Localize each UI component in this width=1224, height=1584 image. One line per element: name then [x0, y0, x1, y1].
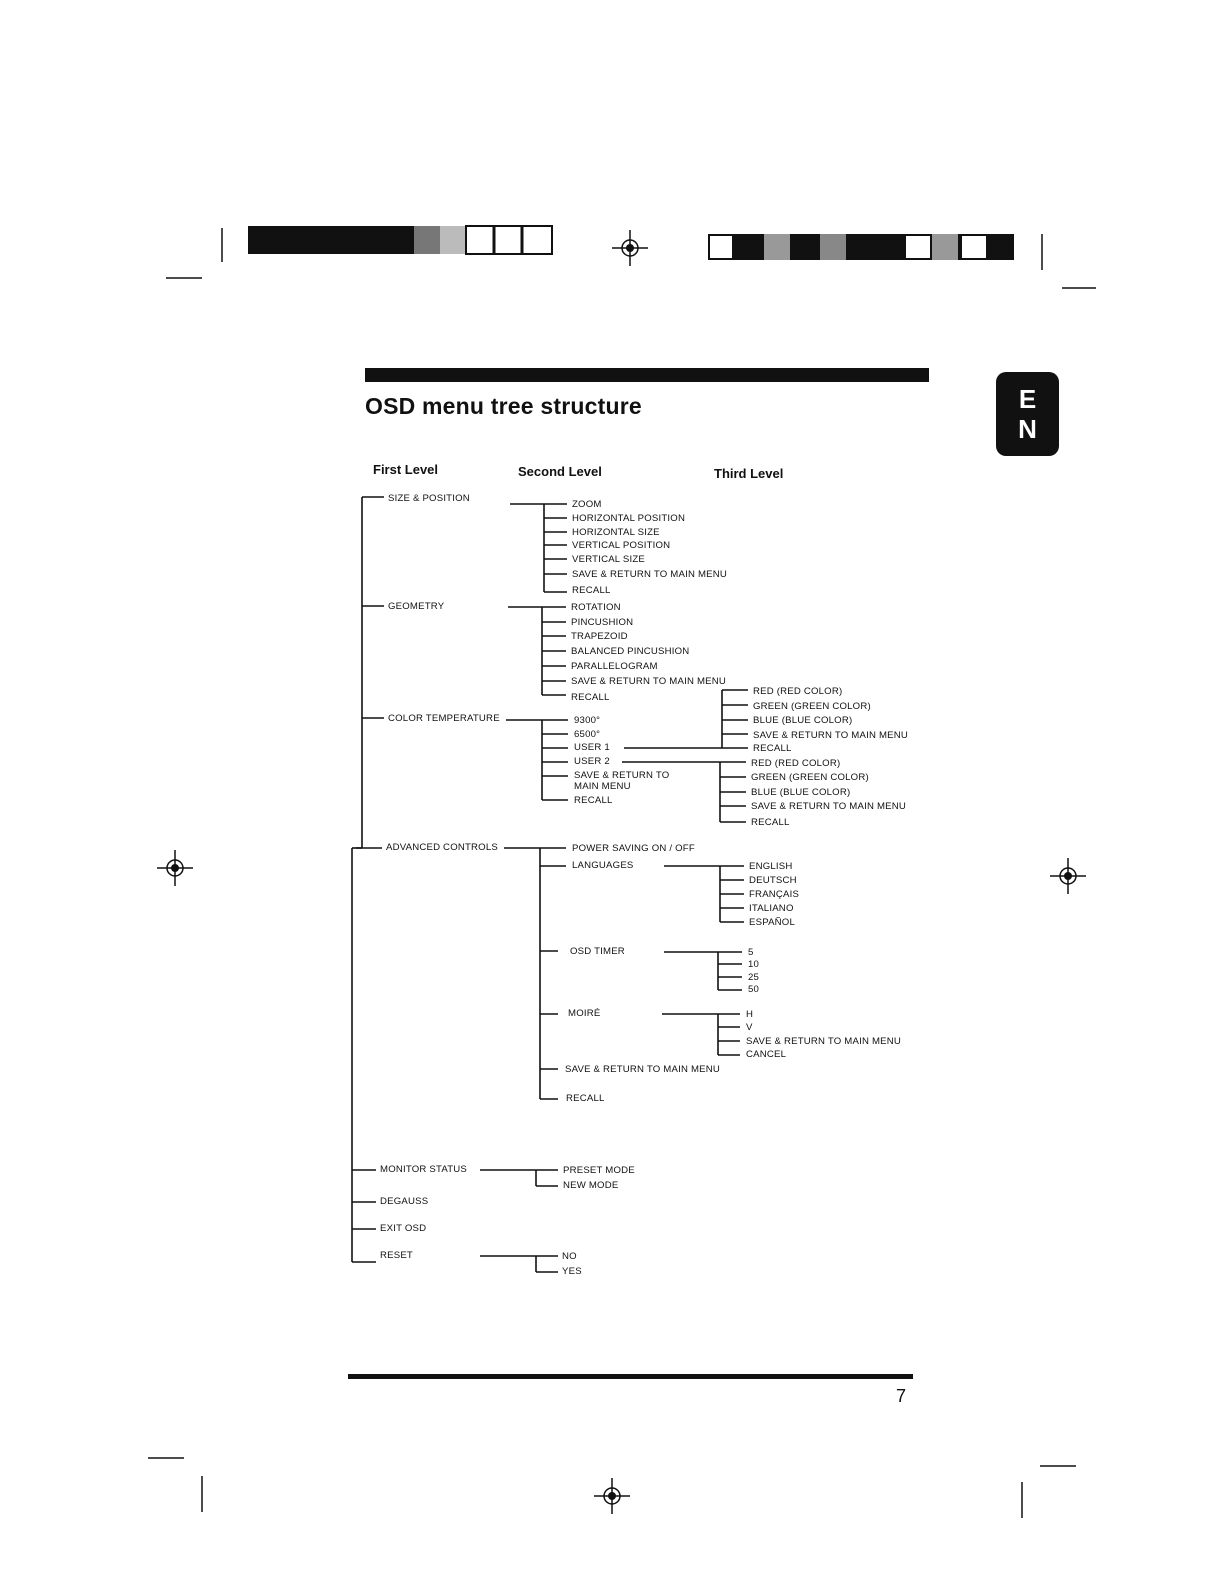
node-advanced-save-return: SAVE & RETURN TO MAIN MENU — [565, 1064, 720, 1075]
node-power-saving: POWER SAVING ON / OFF — [572, 843, 695, 854]
footer-rule — [348, 1374, 913, 1379]
node-user1-green: GREEN (GREEN COLOR) — [753, 701, 871, 712]
language-tab-letter-e: E — [1018, 384, 1037, 414]
node-user-1: USER 1 — [574, 742, 610, 753]
node-advanced-controls: ADVANCED CONTROLS — [386, 842, 498, 853]
node-languages: LANGUAGES — [572, 860, 634, 871]
node-moire-cancel: CANCEL — [746, 1049, 787, 1060]
node-reset-no: NO — [562, 1251, 577, 1262]
node-italiano: ITALIANO — [749, 903, 794, 914]
node-pincushion: PINCUSHION — [571, 617, 634, 628]
node-deutsch: DEUTSCH — [749, 875, 797, 886]
node-advanced-recall: RECALL — [566, 1093, 605, 1104]
node-user1-blue: BLUE (BLUE COLOR) — [753, 715, 853, 726]
node-color-temperature: COLOR TEMPERATURE — [388, 713, 500, 724]
node-new-mode: NEW MODE — [563, 1180, 619, 1191]
node-exit-osd: EXIT OSD — [380, 1223, 427, 1234]
node-english: ENGLISH — [749, 861, 793, 872]
node-horizontal-size: HORIZONTAL SIZE — [572, 527, 660, 538]
node-moire-save-return: SAVE & RETURN TO MAIN MENU — [746, 1036, 901, 1047]
node-user2-red: RED (RED COLOR) — [751, 758, 841, 769]
node-6500: 6500° — [574, 729, 601, 740]
node-size-position: SIZE & POSITION — [388, 493, 470, 504]
node-vertical-size: VERTICAL SIZE — [572, 554, 645, 565]
node-moire-h: H — [746, 1009, 754, 1020]
node-geometry-save-return: SAVE & RETURN TO MAIN MENU — [571, 676, 726, 687]
node-moire-v: V — [746, 1022, 753, 1033]
node-vertical-position: VERTICAL POSITION — [572, 540, 671, 551]
column-header-first: First Level — [373, 462, 439, 477]
node-francais: FRANÇAIS — [749, 889, 800, 900]
node-user2-green: GREEN (GREEN COLOR) — [751, 772, 869, 783]
node-timer-10: 10 — [748, 959, 760, 970]
node-user1-recall: RECALL — [753, 743, 792, 754]
node-size-recall: RECALL — [572, 585, 611, 596]
node-timer-5: 5 — [748, 947, 754, 958]
node-user2-save-return: SAVE & RETURN TO MAIN MENU — [751, 801, 906, 812]
node-preset-mode: PRESET MODE — [563, 1165, 635, 1176]
node-horizontal-position: HORIZONTAL POSITION — [572, 513, 686, 524]
node-9300: 9300° — [574, 715, 601, 726]
node-zoom: ZOOM — [572, 499, 602, 510]
node-user1-save-return: SAVE & RETURN TO MAIN MENU — [753, 730, 908, 741]
page-number: 7 — [896, 1386, 907, 1406]
node-reset-yes: YES — [562, 1266, 582, 1277]
node-user2-blue: BLUE (BLUE COLOR) — [751, 787, 851, 798]
language-tab-letter-n: N — [1018, 414, 1037, 444]
node-geometry-recall: RECALL — [571, 692, 610, 703]
node-osd-timer: OSD TIMER — [570, 946, 625, 957]
node-reset: RESET — [380, 1250, 413, 1261]
node-rotation: ROTATION — [571, 602, 621, 613]
node-monitor-status: MONITOR STATUS — [380, 1164, 468, 1175]
node-user2-recall: RECALL — [751, 817, 790, 828]
node-color-save-return-line2: MAIN MENU — [574, 781, 631, 792]
node-trapezoid: TRAPEZOID — [571, 631, 628, 642]
column-header-second: Second Level — [518, 464, 602, 479]
node-timer-50: 50 — [748, 984, 760, 995]
node-balanced-pincushion: BALANCED PINCUSHION — [571, 646, 690, 657]
node-color-recall: RECALL — [574, 795, 613, 806]
node-size-save-return: SAVE & RETURN TO MAIN MENU — [572, 569, 727, 580]
node-moire: MOIRÉ — [568, 1008, 601, 1019]
node-geometry: GEOMETRY — [388, 601, 445, 612]
page-title: OSD menu tree structure — [365, 393, 642, 419]
node-degauss: DEGAUSS — [380, 1196, 429, 1207]
node-parallelogram: PARALLELOGRAM — [571, 661, 658, 672]
column-header-third: Third Level — [714, 466, 784, 481]
node-espanol: ESPAÑOL — [749, 917, 796, 928]
node-user-2: USER 2 — [574, 756, 610, 767]
node-timer-25: 25 — [748, 972, 760, 983]
node-color-save-return: SAVE & RETURN TO — [574, 770, 670, 781]
node-user1-red: RED (RED COLOR) — [753, 686, 843, 697]
